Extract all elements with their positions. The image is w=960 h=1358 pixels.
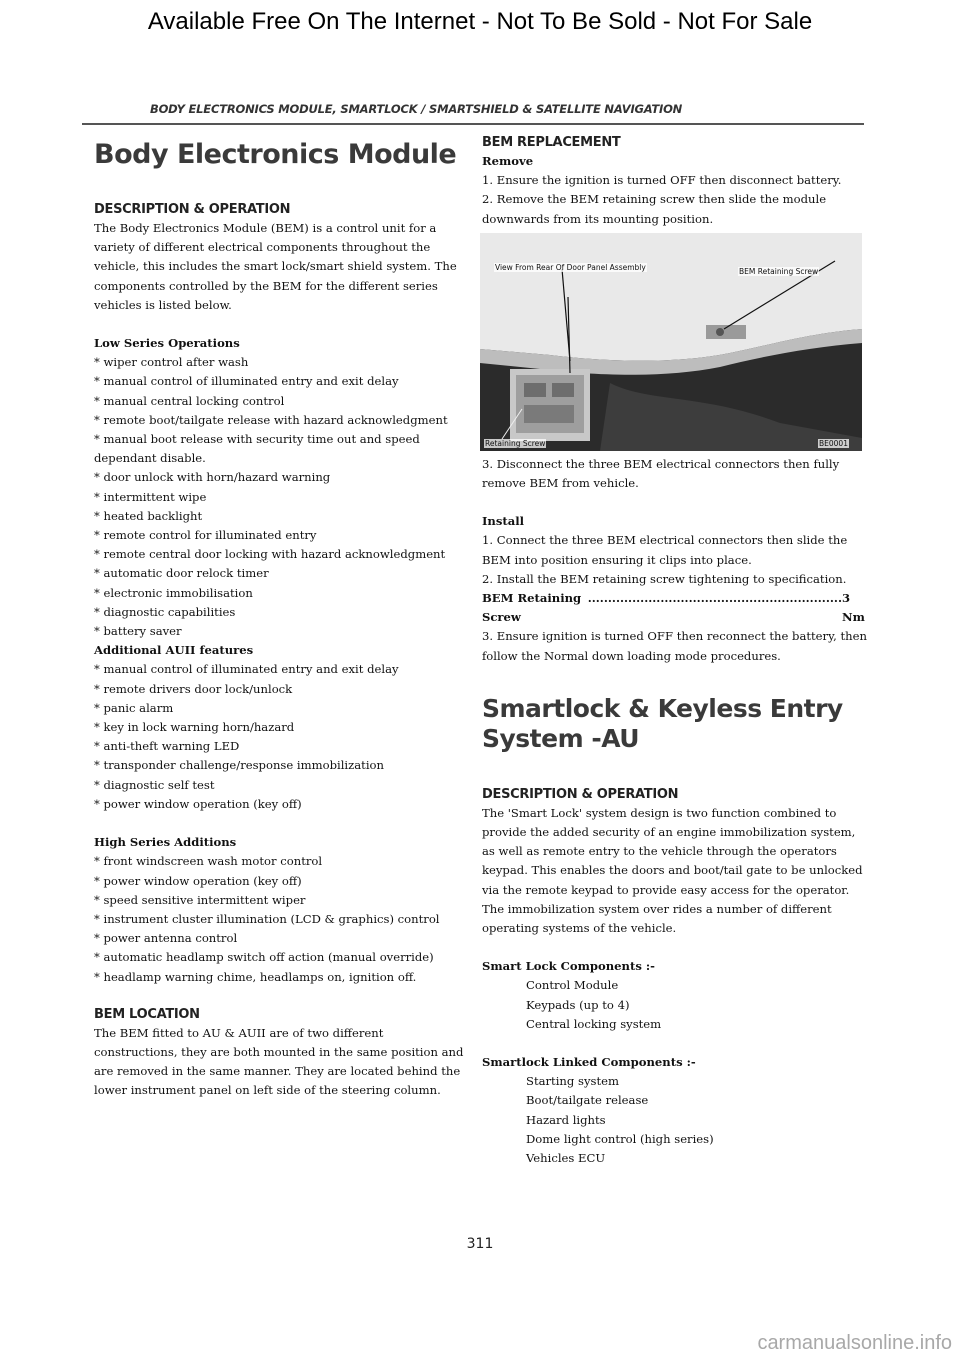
list-item: * door unlock with horn/hazard warning xyxy=(94,470,331,485)
list-item: Central locking system xyxy=(526,1016,662,1031)
smartlock-description-heading: DESCRIPTION & OPERATION xyxy=(482,786,679,802)
list-item: * diagnostic capabilities xyxy=(94,604,236,619)
linked-components-heading: Smartlock Linked Components :- xyxy=(482,1055,696,1070)
high-series-list xyxy=(94,852,470,986)
smartlock-immobilization-text: The immobilization system over rides a number of different operating systems of the vehicle. xyxy=(482,901,832,936)
list-item: * speed sensitive intermittent wiper xyxy=(94,892,306,907)
list-item: * remote central door locking with hazard acknowledgment xyxy=(94,547,446,562)
description-text: The Body Electronics Module (BEM) is a control unit for a variety of different electrical components throughout the vehicle, this includes the smart lock/smart shield system. The components controlled by the BEM for the different series vehicles is listed below. xyxy=(94,221,457,312)
linked-components-list xyxy=(482,1072,868,1168)
site-watermark: carmanualsonline.info xyxy=(757,1332,952,1354)
list-item: * manual control of illuminated entry and exit delay xyxy=(94,374,399,389)
install-step: 3. Ensure ignition is turned OFF then reconnect the battery, then follow the Normal down loading mode procedures. xyxy=(482,629,867,663)
description-heading: DESCRIPTION & OPERATION xyxy=(94,202,291,217)
torque-spec-label: BEM Retaining Screw xyxy=(482,591,582,625)
list-item: * power window operation (key off) xyxy=(94,796,302,811)
availability-banner: Available Free On The Internet - Not To Be Sold - Not For Sale xyxy=(147,8,813,35)
list-item: * headlamp warning chime, headlamps on, ignition off. xyxy=(94,969,417,984)
list-item: * key in lock warning horn/hazard xyxy=(94,720,295,735)
remove-step: 1. Ensure the ignition is turned OFF then disconnect battery. xyxy=(482,173,842,188)
high-series-heading: High Series Additions xyxy=(94,835,237,850)
list-item: * panic alarm xyxy=(94,700,174,715)
bem-title: Body Electronics Module xyxy=(94,139,457,170)
list-item: Boot/tailgate release xyxy=(526,1093,649,1108)
bem-replacement-heading: BEM REPLACEMENT xyxy=(482,135,621,150)
bem-location-photo xyxy=(480,233,862,451)
list-item: Control Module xyxy=(526,978,619,993)
aui-features-list xyxy=(94,660,470,814)
torque-spec-value: 3 Nm xyxy=(841,591,865,625)
install-step: 1. Connect the three BEM electrical connectors then slide the BEM into position ensuring it clips into place. xyxy=(482,533,848,567)
remove-step: 3. Disconnect the three BEM electrical connectors then fully remove BEM from vehicle. xyxy=(482,456,840,491)
header-rule xyxy=(82,123,864,125)
list-item: * manual central locking control xyxy=(94,393,285,408)
smartlock-components-list xyxy=(482,976,868,1034)
torque-spec-leader: ............................................................... xyxy=(587,591,842,606)
photo-label-view: View From Rear Of Door Panel Assembly xyxy=(495,262,646,272)
page-number: 311 xyxy=(466,1236,494,1252)
running-head: BODY ELECTRONICS MODULE, SMARTLOCK / SMARTSHIELD & SATELLITE NAVIGATION xyxy=(150,102,683,116)
list-item: * heated backlight xyxy=(94,508,203,523)
list-item: * automatic door relock timer xyxy=(94,566,269,581)
list-item: * battery saver xyxy=(94,624,182,639)
list-item: Starting system xyxy=(526,1074,619,1089)
right-column xyxy=(482,134,868,1168)
list-item: * intermittent wipe xyxy=(94,489,207,504)
list-item: * anti-theft warning LED xyxy=(94,739,240,754)
list-item: * electronic immobilisation xyxy=(94,585,253,600)
list-item: * remote boot/tailgate release with hazard acknowledgment xyxy=(94,412,448,427)
list-item: * remote drivers door lock/unlock xyxy=(94,681,293,696)
list-item: * remote control for illuminated entry xyxy=(94,528,317,543)
list-item: Keypads (up to 4) xyxy=(526,997,630,1012)
smartlock-description-text: The 'Smart Lock' system design is two function combined to provide the added security of an engine immobilization system, as well as remote entry to the vehicle through the operators keypad. This enables the doors and boot/tail gate to be unlocked via the remote keypad to provide easy access for the operator. xyxy=(482,805,863,897)
left-column xyxy=(94,138,470,1101)
aui-features-heading: Additional AUII features xyxy=(94,643,254,658)
list-item: * front windscreen wash motor control xyxy=(94,854,323,869)
list-item: * wiper control after wash xyxy=(94,355,249,370)
list-item: Vehicles ECU xyxy=(526,1151,606,1166)
bem-location-heading: BEM LOCATION xyxy=(94,1006,200,1022)
photo-label-ref: BE0001 xyxy=(819,438,848,448)
remove-heading: Remove xyxy=(482,154,534,168)
list-item: * manual boot release with security time out and speed dependant disable. xyxy=(94,432,420,466)
list-item: Hazard lights xyxy=(526,1112,606,1127)
low-series-list xyxy=(94,353,470,641)
list-item: * manual control of illuminated entry and exit delay xyxy=(94,662,399,677)
list-item: * transponder challenge/response immobilization xyxy=(94,758,384,773)
bem-location-text: The BEM fitted to AU & AUII are of two different constructions, they are both mounted in the same position and are removed in the same manner. They are located behind the lower instrument panel on left side of the steering column. xyxy=(94,1025,464,1098)
list-item: * power antenna control xyxy=(94,931,238,946)
install-heading: Install xyxy=(482,514,525,529)
list-item: * diagnostic self test xyxy=(94,777,215,792)
low-series-heading: Low Series Operations xyxy=(94,336,240,351)
torque-spec xyxy=(482,589,868,627)
list-item: Dome light control (high series) xyxy=(526,1131,714,1146)
list-item: * instrument cluster illumination (LCD & graphics) control xyxy=(94,911,440,926)
install-step: 2. Install the BEM retaining screw tightening to specification. xyxy=(482,571,847,586)
list-item: * power window operation (key off) xyxy=(94,873,302,888)
photo-label-retaining: Retaining Screw xyxy=(485,438,546,448)
list-item: * automatic headlamp switch off action (manual override) xyxy=(94,950,434,965)
remove-step: 2. Remove the BEM retaining screw then slide the module downwards from its mounting position. xyxy=(482,192,827,226)
smartlock-title: Smartlock & Keyless Entry System -AU xyxy=(482,693,843,753)
photo-label-screw: BEM Retaining Screw xyxy=(739,266,819,276)
smartlock-components-heading: Smart Lock Components :- xyxy=(482,959,655,974)
